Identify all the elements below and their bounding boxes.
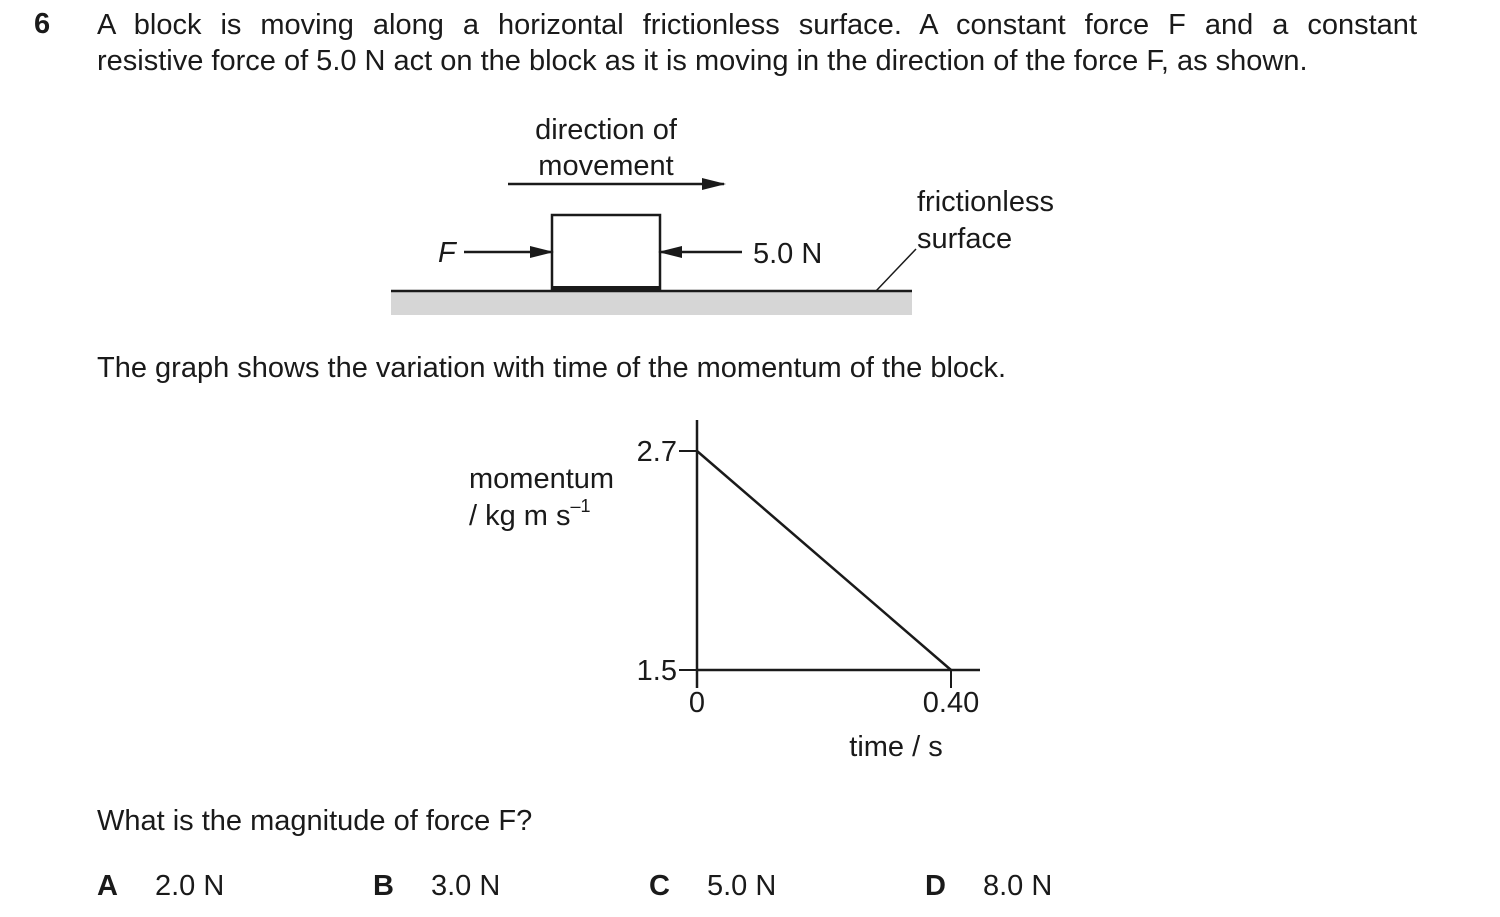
option-d[interactable] (925, 868, 1052, 904)
y-axis-label-superscript: –1 (570, 496, 591, 516)
surface-label-line-2: surface (917, 223, 1013, 255)
y-axis-label-unit: / kg m s (469, 500, 571, 532)
option-d-letter: D (925, 870, 946, 902)
question-ask: What is the magnitude of force F? (97, 805, 533, 837)
force-f-label: F (438, 237, 456, 269)
x-tick-label-1: 0.40 (922, 687, 980, 719)
option-a-value: 2.0 N (155, 870, 225, 902)
question-number: 6 (34, 8, 51, 40)
option-d-value: 8.0 N (983, 870, 1053, 902)
option-b-letter: B (373, 870, 394, 902)
x-tick-label-0: 0 (688, 687, 706, 719)
graph-caption: The graph shows the variation with time of the momentum of the block. (97, 352, 1007, 384)
y-tick-label-0: 2.7 (636, 436, 677, 468)
option-c-value: 5.0 N (707, 870, 777, 902)
option-b-value: 3.0 N (431, 870, 501, 902)
x-axis-label: time / s (849, 731, 943, 763)
surface-label-line-1: frictionless (917, 186, 1054, 218)
question-stem-line-1: A block is moving along a horizontal frictionless surface. A constant force F and a constant (97, 9, 1417, 41)
question-stem-line-2: resistive force of 5.0 N act on the block as it is moving in the direction of the force F, as shown. (97, 45, 1308, 77)
momentum-line (697, 451, 951, 670)
direction-label-line-2: movement (538, 150, 674, 182)
y-axis-label-line-2 (469, 496, 591, 532)
option-c-letter: C (649, 870, 670, 902)
y-tick-label-1: 1.5 (636, 655, 677, 687)
option-a-letter: A (97, 870, 118, 902)
option-c[interactable] (649, 868, 776, 904)
resistive-force-label: 5.0 N (753, 238, 823, 270)
direction-label-line-1: direction of (535, 114, 677, 146)
option-b[interactable] (373, 868, 500, 904)
option-a[interactable] (97, 868, 224, 904)
y-axis-label-line-1: momentum (469, 463, 615, 495)
